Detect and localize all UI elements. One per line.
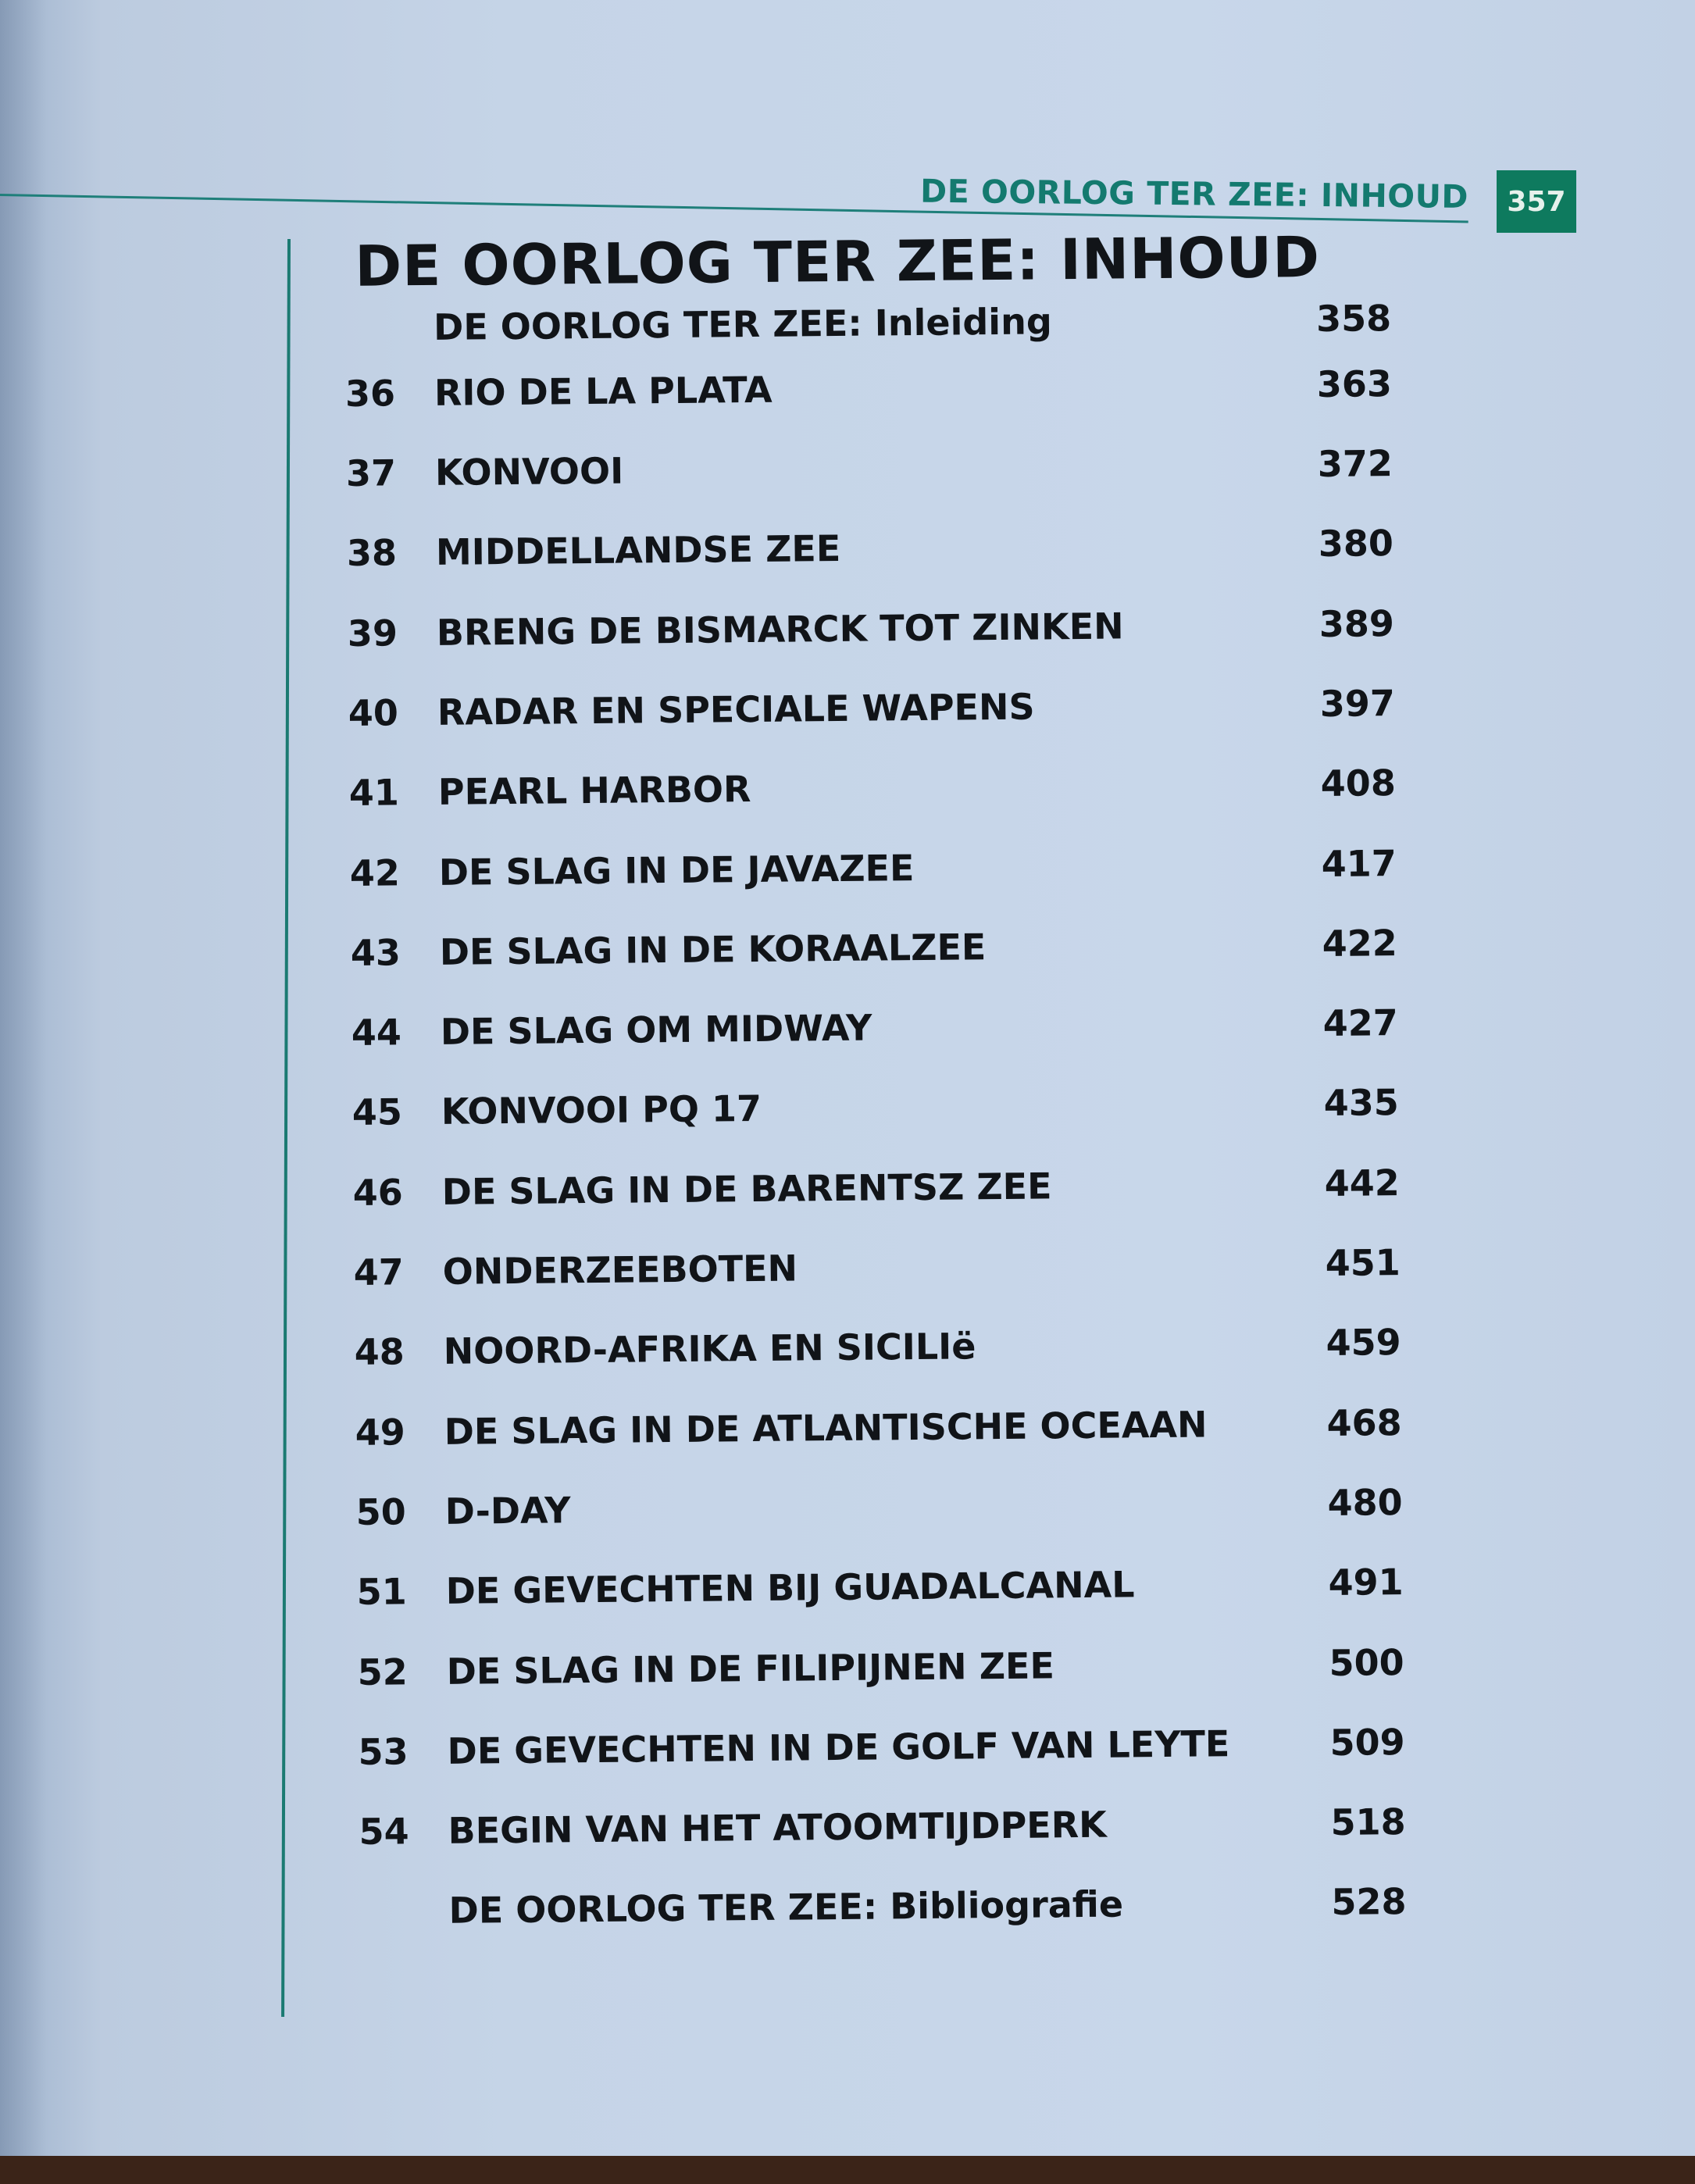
toc-entry [358,1721,1405,1811]
page-number-badge: 357 [1497,170,1576,233]
toc-entry-page: 451 [1325,1241,1401,1285]
toc-entry-number: 43 [350,931,401,974]
toc-entry-number: 44 [351,1011,402,1055]
toc-entry-page: 518 [1330,1800,1406,1844]
gutter-shadow [0,0,47,2156]
toc-entry-page: 389 [1319,601,1395,645]
toc-entry-number [360,1923,449,1924]
toc-entry-title: DE SLAG IN DE JAVAZEE [438,846,915,894]
margin-rule [281,239,291,2017]
toc-entry-number: 38 [346,531,398,575]
toc-entry [351,1001,1399,1091]
toc-entry-page: 491 [1328,1561,1404,1604]
toc-entry [353,1241,1401,1331]
toc-entry-title: KONVOOI [434,449,624,494]
toc-entry-number: 45 [351,1090,403,1134]
toc-entry-title: DE OORLOG TER ZEE: Inleiding [433,300,1052,348]
toc-entry-title: ONDERZEEBOTEN [442,1247,798,1293]
toc-entry-title: RIO DE LA PLATA [434,368,773,414]
toc-entry-title: BEGIN VAN HET ATOOMTIJDPERK [448,1803,1108,1852]
toc-list [344,297,1407,1971]
toc-entry [354,1321,1401,1411]
toc-entry-number: 37 [345,451,397,495]
toc-entry-number: 50 [355,1490,406,1533]
toc-entry [355,1481,1403,1571]
toc-entry [345,362,1393,452]
toc-entry-page: 397 [1319,682,1396,726]
toc-entry-title: DE SLAG IN DE ATLANTISCHE OCEAAN [444,1403,1208,1453]
toc-entry-page: 358 [1315,296,1392,340]
toc-entry-page: 468 [1326,1401,1402,1444]
toc-entry-page: 500 [1329,1640,1404,1684]
page-title: DE OORLOG TER ZEE: INHOUD [354,224,1321,299]
toc-entry-title: DE SLAG IN DE KORAALZEE [439,926,987,973]
toc-entry-page: 435 [1323,1081,1399,1125]
toc-entry [356,1561,1404,1650]
toc-entry-title: KONVOOI PQ 17 [441,1087,762,1133]
toc-entry-page: 422 [1322,921,1398,965]
toc-entry [355,1401,1402,1491]
toc-content [344,224,1407,1970]
toc-entry-page: 363 [1316,362,1393,405]
toc-entry-page: 408 [1320,762,1397,805]
toc-entry-number: 53 [358,1730,409,1773]
running-head: DE OORLOG TER ZEE: INHOUD [919,172,1469,216]
toc-entry-title: DE GEVECHTEN BIJ GUADALCANAL [445,1563,1135,1613]
toc-entry-title: DE SLAG IN DE FILIPIJNEN ZEE [446,1643,1055,1693]
toc-entry-title: D-DAY [444,1489,571,1533]
toc-entry [347,523,1394,612]
toc-entry-number: 41 [348,771,400,815]
toc-entry [359,1800,1406,1890]
toc-entry-title: MIDDELLANDSE ZEE [435,527,841,574]
toc-entry-number [344,340,434,341]
toc-entry-title: NOORD-AFRIKA EN SICILIë [443,1325,976,1373]
toc-entry-number: 51 [356,1570,407,1614]
toc-entry-page: 442 [1324,1161,1400,1204]
toc-entry-number: 52 [357,1650,408,1693]
toc-entry-page: 372 [1317,442,1393,486]
toc-entry-page: 459 [1326,1321,1401,1365]
toc-entry [346,442,1393,532]
toc-entry-title: BRENG DE BISMARCK TOT ZINKEN [436,605,1124,654]
toc-entry-number: 48 [354,1330,405,1374]
toc-entry-title: DE OORLOG TER ZEE: Bibliografie [448,1882,1124,1932]
toc-entry [350,842,1397,932]
toc-entry-page: 417 [1321,841,1397,885]
toc-entry-title: RADAR EN SPECIALE WAPENS [437,685,1035,733]
toc-entry-page: 427 [1322,1001,1399,1045]
toc-entry-title: DE SLAG OM MIDWAY [440,1006,872,1054]
toc-entry [353,1162,1401,1251]
toc-entry-page: 380 [1318,522,1394,566]
toc-entry [348,682,1396,772]
toc-entry [359,1880,1407,1970]
toc-entry [348,602,1395,692]
toc-entry-number: 46 [352,1171,404,1214]
toc-entry-number: 49 [355,1410,405,1454]
toc-entry [344,297,1392,373]
toc-entry [357,1641,1404,1731]
toc-entry-title: PEARL HARBOR [437,768,751,814]
toc-entry-page: 528 [1331,1880,1407,1924]
toc-entry [352,1082,1400,1172]
toc-entry-number: 54 [359,1810,409,1854]
toc-entry-number: 39 [347,612,398,655]
toc-entry-number: 36 [344,372,396,415]
toc-entry [351,922,1398,1012]
toc-entry [349,762,1397,851]
toc-entry-number: 40 [348,691,399,734]
toc-entry-title: DE GEVECHTEN IN DE GOLF VAN LEYTE [447,1722,1230,1772]
toc-entry-title: DE SLAG IN DE BARENTSZ ZEE [441,1165,1052,1213]
toc-entry-page: 509 [1329,1720,1405,1764]
toc-entry-number: 42 [349,851,401,894]
toc-entry-page: 480 [1327,1481,1403,1524]
toc-entry-number: 47 [353,1251,405,1294]
